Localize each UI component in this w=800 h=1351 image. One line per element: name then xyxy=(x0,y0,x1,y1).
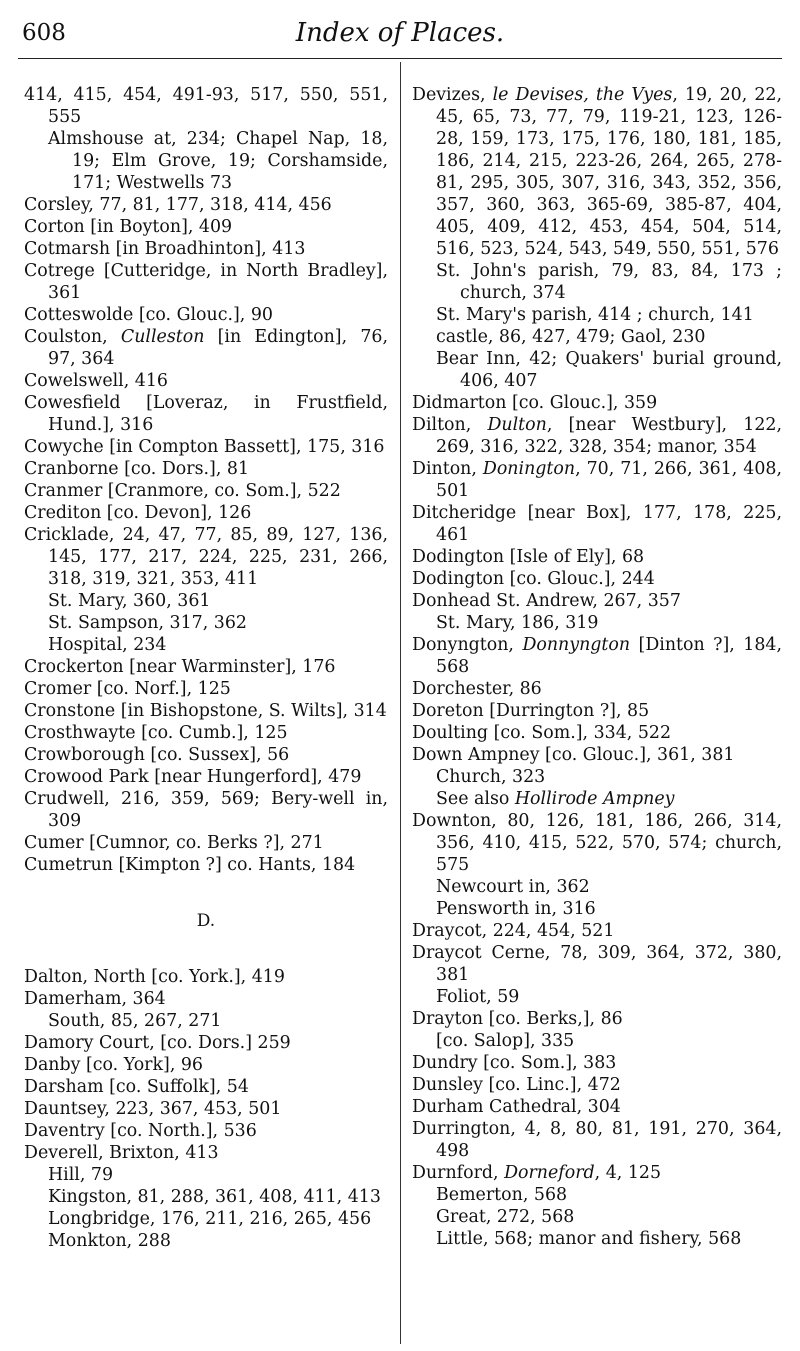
index-subentry: Almshouse at, 234; Chapel Nap, 18, 19; Elm Grove, 19; Corshamside, 171; Westwells 73 xyxy=(48,129,388,193)
index-entry: Damerham, 364 xyxy=(24,989,166,1009)
entry-variant-name: Culleston xyxy=(120,327,205,347)
entry-text: [in Edington], 76, 97, 364 xyxy=(48,327,388,369)
entry-text: Donyngton, xyxy=(412,635,523,655)
section-letter: D. xyxy=(196,911,216,931)
index-subentry: Little, 568; manor and fishery, 568 xyxy=(436,1229,742,1249)
index-entry: Dodington [Isle of Ely], 68 xyxy=(412,547,645,567)
index-entry: Daventry [co. North.], 536 xyxy=(24,1121,257,1141)
entry-text: , 70, 71, 266, 361, 408, 501 xyxy=(436,459,782,501)
entry-text: [Dinton ?], 184, 568 xyxy=(436,635,782,677)
index-entry: Crosthwayte [co. Cumb.], 125 xyxy=(24,723,288,743)
entry-text: , [near Westbury], 122, 269, 316, 322, 328, 354; manor, 354 xyxy=(436,415,782,457)
index-subentry: Bemerton, 568 xyxy=(436,1185,568,1205)
index-entry: Dauntsey, 223, 367, 453, 501 xyxy=(24,1099,282,1119)
index-entry: Cumetrun [Kimpton ?] co. Hants, 184 xyxy=(24,855,356,875)
index-entry: Cotteswolde [co. Glouc.], 90 xyxy=(24,305,273,325)
index-entry: Corton [in Boyton], 409 xyxy=(24,217,233,237)
index-entry: Dunsley [co. Linc.], 472 xyxy=(412,1075,621,1095)
index-subentry: St. Mary, 360, 361 xyxy=(48,591,211,611)
index-entry: Cronstone [in Bishopstone, S. Wilts], 314 xyxy=(24,701,387,721)
index-entry xyxy=(412,1162,782,1184)
index-entry xyxy=(412,458,782,502)
index-entry: Draycot, 224, 454, 521 xyxy=(412,921,615,941)
index-entry: 414, 415, 454, 491-93, 517, 550, 551, 555 xyxy=(24,85,388,127)
index-subentry: Monkton, 288 xyxy=(48,1231,171,1251)
index-entry: Danby [co. York], 96 xyxy=(24,1055,204,1075)
entry-text: Durnford, xyxy=(412,1163,505,1183)
index-subentry: castle, 86, 427, 479; Gaol, 230 xyxy=(436,327,706,347)
index-entry: Cowesfield [Loveraz, in Frustfield, Hund.], 316 xyxy=(24,393,388,435)
index-entry: Crowborough [co. Sussex], 56 xyxy=(24,745,290,765)
index-subentry: St. Mary's parish, 414 ; church, 141 xyxy=(436,305,754,325)
entry-text: Dinton, xyxy=(412,459,483,479)
index-subentry: St. John's parish, 79, 83, 84, 173 ; church, 374 xyxy=(436,261,782,303)
index-entry: Dundry [co. Som.], 383 xyxy=(412,1053,617,1073)
index-entry xyxy=(412,634,782,678)
index-entry: Crediton [co. Devon], 126 xyxy=(24,503,252,523)
index-entry: Cumer [Cumnor, co. Berks ?], 271 xyxy=(24,833,324,853)
index-entry: Darsham [co. Suffolk], 54 xyxy=(24,1077,249,1097)
index-entry xyxy=(24,326,388,370)
entry-variant-name: Hollirode Ampney xyxy=(514,789,675,809)
index-subentry: [co. Salop], 335 xyxy=(436,1031,575,1051)
index-entry: Cricklade, 24, 47, 77, 85, 89, 127, 136, 145, 177, 217, 224, 225, 231, 266, 318, 319, 321, 353, 411 xyxy=(24,525,388,589)
entry-variant-name: Dulton xyxy=(487,415,547,435)
index-subentry: Foliot, 59 xyxy=(436,987,520,1007)
header-rule xyxy=(18,58,782,59)
index-entry: Ditcheridge [near Box], 177, 178, 225, 461 xyxy=(412,503,782,545)
entry-text: Devizes, xyxy=(412,85,493,105)
running-title: Index of Places. xyxy=(295,18,505,48)
index-subentry xyxy=(412,788,782,810)
index-entry xyxy=(412,84,782,260)
index-subentry: Kingston, 81, 288, 361, 408, 411, 413 xyxy=(48,1187,381,1207)
index-entry: Downton, 80, 126, 181, 186, 266, 314, 356, 410, 415, 522, 570, 574; church, 575 xyxy=(412,811,782,875)
index-column-left xyxy=(24,84,388,1252)
entry-variant-name: Donnyngton xyxy=(522,635,631,655)
index-entry: Cranmer [Cranmore, co. Som.], 522 xyxy=(24,481,341,501)
index-entry: Doulting [co. Som.], 334, 522 xyxy=(412,723,672,743)
column-divider xyxy=(400,62,401,1344)
index-entry: Cranborne [co. Dors.], 81 xyxy=(24,459,250,479)
index-subentry: Hill, 79 xyxy=(48,1165,114,1185)
index-subentry: Church, 323 xyxy=(436,767,546,787)
index-entry: Cowelswell, 416 xyxy=(24,371,168,391)
index-entry: Cromer [co. Norf.], 125 xyxy=(24,679,231,699)
page-header xyxy=(22,18,778,54)
index-subentry: Pensworth in, 316 xyxy=(436,899,596,919)
index-entry: Cowyche [in Compton Bassett], 175, 316 xyxy=(24,437,385,457)
index-entry: Draycot Cerne, 78, 309, 364, 372, 380, 381 xyxy=(412,943,782,985)
index-entry: Down Ampney [co. Glouc.], 361, 381 xyxy=(412,745,735,765)
index-entry: Dorchester, 86 xyxy=(412,679,542,699)
index-entry: Dodington [co. Glouc.], 244 xyxy=(412,569,655,589)
index-entry: Donhead St. Andrew, 267, 357 xyxy=(412,591,681,611)
entry-variant-name: Dorneford xyxy=(504,1163,595,1183)
index-entry: Cotmarsh [in Broadhinton], 413 xyxy=(24,239,306,259)
index-entry: Dalton, North [co. York.], 419 xyxy=(24,967,285,987)
entry-text: , 4, 125 xyxy=(594,1163,662,1183)
entry-variant-name: le Devises, the Vyes xyxy=(492,85,673,105)
index-subentry: Great, 272, 568 xyxy=(436,1207,575,1227)
index-subentry: Bear Inn, 42; Quakers' burial ground, 406, 407 xyxy=(436,349,782,391)
index-subentry: St. Mary, 186, 319 xyxy=(436,613,599,633)
index-entry: Damory Court, [co. Dors.] 259 xyxy=(24,1033,291,1053)
index-entry: Didmarton [co. Glouc.], 359 xyxy=(412,393,658,413)
index-entry: Doreton [Durrington ?], 85 xyxy=(412,701,650,721)
index-subentry: South, 85, 267, 271 xyxy=(48,1011,222,1031)
index-column-right xyxy=(412,84,782,1250)
index-entry: Durrington, 4, 8, 80, 81, 191, 270, 364, 498 xyxy=(412,1119,782,1161)
index-entry: Crudwell, 216, 359, 569; Bery-well in, 309 xyxy=(24,789,388,831)
index-subentry: Hospital, 234 xyxy=(48,635,167,655)
index-subentry: St. Sampson, 317, 362 xyxy=(48,613,247,633)
index-entry: Cotrege [Cutteridge, in North Bradley], 361 xyxy=(24,261,388,303)
entry-text: Coulston, xyxy=(24,327,121,347)
index-subentry: Newcourt in, 362 xyxy=(436,877,590,897)
index-entry xyxy=(412,414,782,458)
index-entry: Crockerton [near Warminster], 176 xyxy=(24,657,336,677)
page-number: 608 xyxy=(22,20,66,46)
entry-text: See also xyxy=(436,789,515,809)
entry-text: Dilton, xyxy=(412,415,488,435)
entry-text: , 19, 20, 22, 45, 65, 73, 77, 79, 119-21, 123, 126-28, 159, 173, 175, 176, 180, 181, 185, 186, 214, 215, 223-26, 264, 265, 278-81, 295, 305, 307, 316, 343, 352, 356, 357, 360, 363, 365-69, 385-87, 404, 405, 409, 412, 453, 454, 504, 514, 516, 523, 524, 543, 549, 550, 551, 576 xyxy=(436,85,782,259)
entry-variant-name: Donington xyxy=(482,459,576,479)
index-entry: Crowood Park [near Hungerford], 479 xyxy=(24,767,362,787)
index-entry: Corsley, 77, 81, 177, 318, 414, 456 xyxy=(24,195,332,215)
index-entry: Durham Cathedral, 304 xyxy=(412,1097,621,1117)
index-entry: Deverell, Brixton, 413 xyxy=(24,1143,219,1163)
index-entry: Drayton [co. Berks,], 86 xyxy=(412,1009,623,1029)
index-subentry: Longbridge, 176, 211, 216, 265, 456 xyxy=(48,1209,372,1229)
